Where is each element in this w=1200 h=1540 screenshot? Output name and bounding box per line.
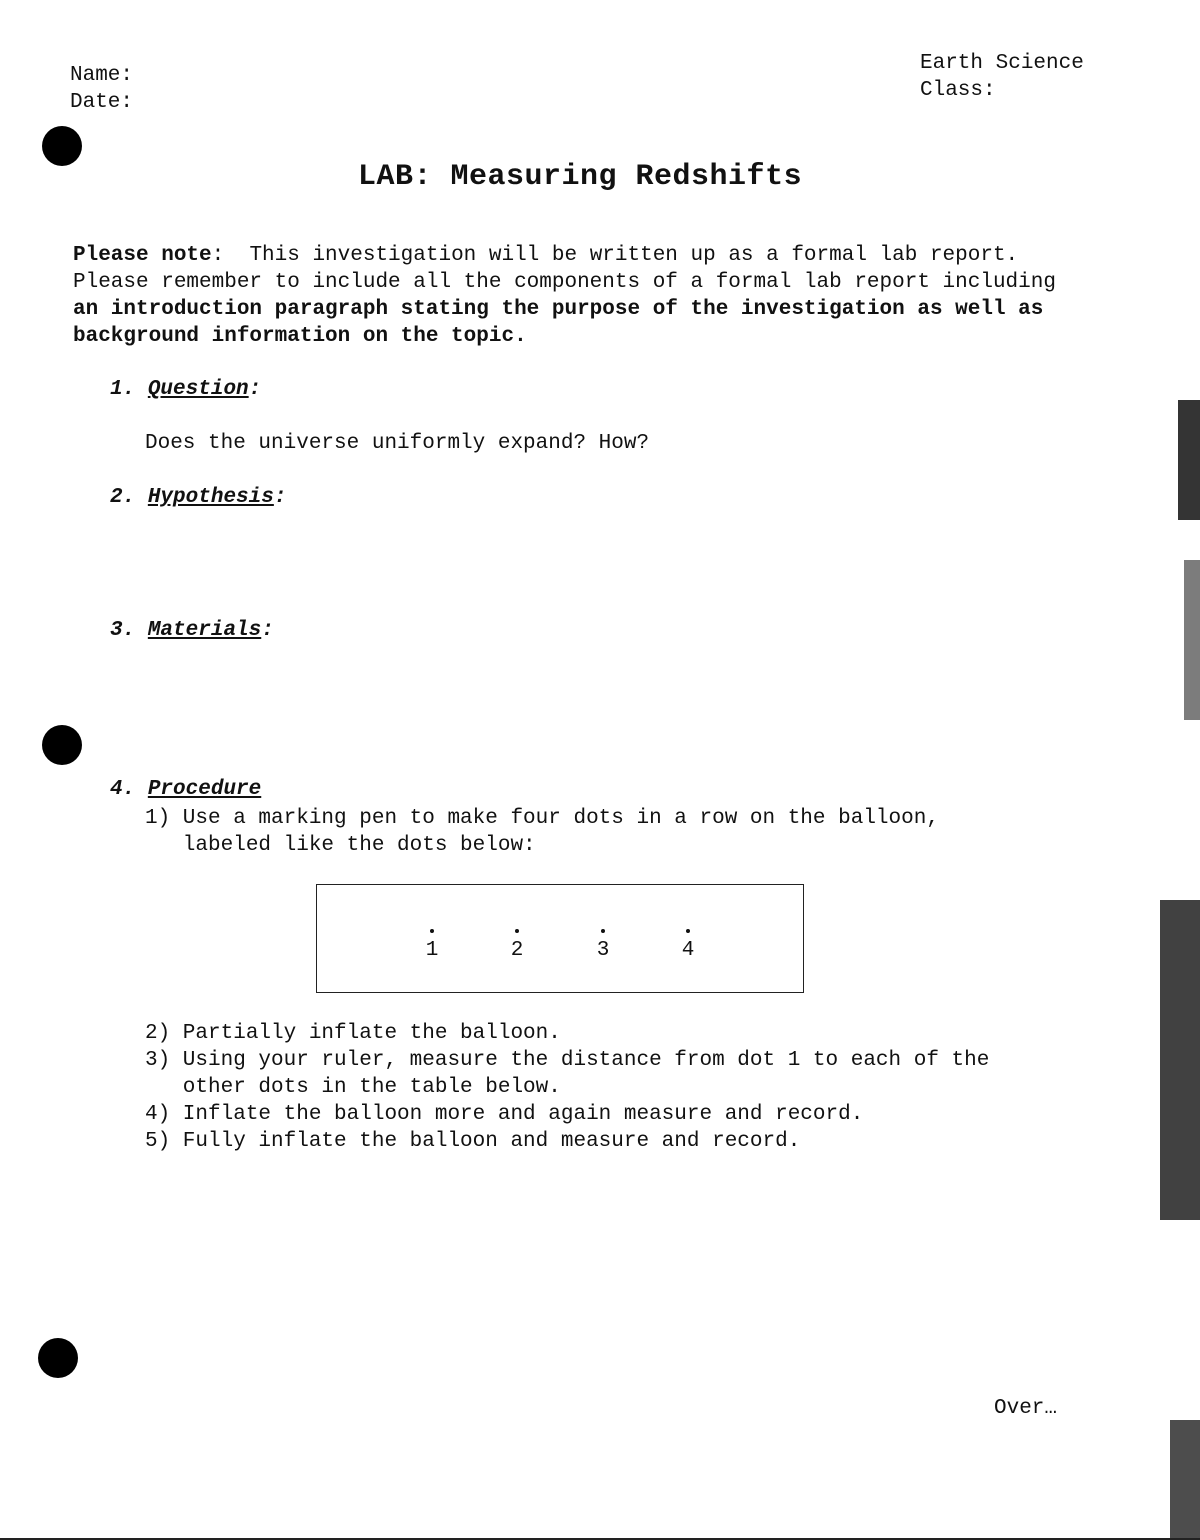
dot-3 xyxy=(588,929,618,962)
date-label: Date: xyxy=(70,91,134,114)
section-title: Materials xyxy=(147,619,262,642)
note-label: Please note xyxy=(73,244,212,267)
binder-hole-bottom xyxy=(38,1338,78,1378)
scan-smudge xyxy=(1170,1420,1200,1538)
procedure-step: 2) Partially inflate the balloon. xyxy=(145,1022,561,1045)
section-title: Question xyxy=(147,378,249,401)
procedure-step: 5) Fully inflate the balloon and measure and record. xyxy=(145,1130,801,1153)
dot-label: 1 xyxy=(425,939,439,962)
note-colon: : xyxy=(211,244,225,267)
procedure-step: other dots in the table below. xyxy=(145,1076,561,1099)
section-title: Procedure xyxy=(147,778,262,801)
section-hypothesis-heading xyxy=(110,486,286,509)
note-emphasis: an introduction paragraph stating the purpose of the investigation as well as background information on the topic. xyxy=(73,298,1044,348)
section-number: 4. xyxy=(110,778,136,801)
question-text: Does the universe uniformly expand? How? xyxy=(145,432,650,455)
section-number: 2. xyxy=(110,486,136,509)
scan-smudge xyxy=(1184,560,1200,720)
dot-label: 2 xyxy=(510,939,524,962)
section-colon: : xyxy=(273,486,287,509)
dot-4 xyxy=(673,929,703,962)
dot-1 xyxy=(417,929,447,962)
procedure-step: labeled like the dots below: xyxy=(145,834,536,857)
section-materials-heading xyxy=(110,619,274,642)
over-label: Over… xyxy=(994,1397,1058,1420)
binder-hole-middle xyxy=(42,725,82,765)
dot-diagram-box xyxy=(316,884,804,993)
section-number: 1. xyxy=(110,378,136,401)
procedure-step: 1) Use a marking pen to make four dots in a row on the balloon, xyxy=(145,807,939,830)
course-label: Earth Science xyxy=(920,52,1084,75)
binder-hole-top xyxy=(42,126,82,166)
scan-smudge xyxy=(1178,400,1200,520)
section-number: 3. xyxy=(110,619,136,642)
dot-label: 3 xyxy=(596,939,610,962)
name-label: Name: xyxy=(70,64,134,87)
procedure-step: 4) Inflate the balloon more and again measure and record. xyxy=(145,1103,864,1126)
procedure-step: 3) Using your ruler, measure the distance from dot 1 to each of the xyxy=(145,1049,990,1072)
note-paragraph xyxy=(73,242,1073,350)
section-colon: : xyxy=(248,378,262,401)
section-question-heading xyxy=(110,378,261,401)
note-text: This investigation will be written up as a formal lab report. Please remember to include all the components of a formal lab report including xyxy=(73,244,1069,294)
section-title: Hypothesis xyxy=(147,486,274,509)
page-title: LAB: Measuring Redshifts xyxy=(358,160,803,194)
dot-2 xyxy=(502,929,532,962)
section-procedure-heading xyxy=(110,778,261,801)
dot-label: 4 xyxy=(681,939,695,962)
section-colon: : xyxy=(261,619,274,642)
class-label: Class: xyxy=(920,79,996,102)
scan-smudge xyxy=(1160,900,1200,1220)
